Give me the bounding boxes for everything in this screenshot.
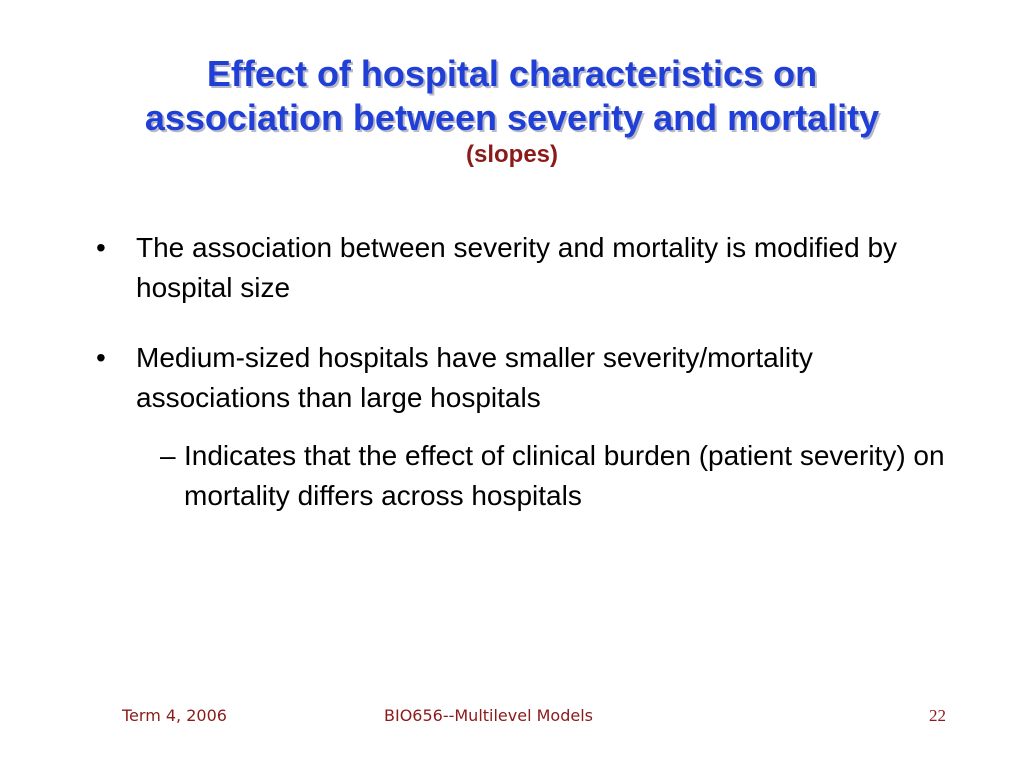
bullet-marker: • [96, 232, 106, 263]
title-subtitle: (slopes) [465, 141, 558, 168]
bullet-text: Medium-sized hospitals have smaller severity/mortality associations than large hospitals [136, 342, 813, 413]
footer-page-number: 22 [929, 706, 946, 725]
bullet-text: The association between severity and mortality is modified by hospital size [136, 232, 898, 303]
sub-bullet-marker: – [160, 440, 176, 471]
bullet-item [96, 338, 956, 418]
title-line-2: association between severity and mortality [144, 97, 880, 138]
sub-bullet-item [160, 436, 956, 516]
bullet-item [96, 228, 956, 308]
title-line-1: Effect of hospital characteristics on [206, 53, 818, 94]
footer-course: BIO656--Multilevel Models [384, 706, 593, 725]
bullet-list [96, 228, 956, 516]
slide-title [40, 52, 984, 170]
bullet-marker: • [96, 342, 106, 373]
footer-term: Term 4, 2006 [122, 706, 227, 725]
sub-bullet-text: Indicates that the effect of clinical burden (patient severity) on mortality differs across hospitals [184, 440, 945, 511]
